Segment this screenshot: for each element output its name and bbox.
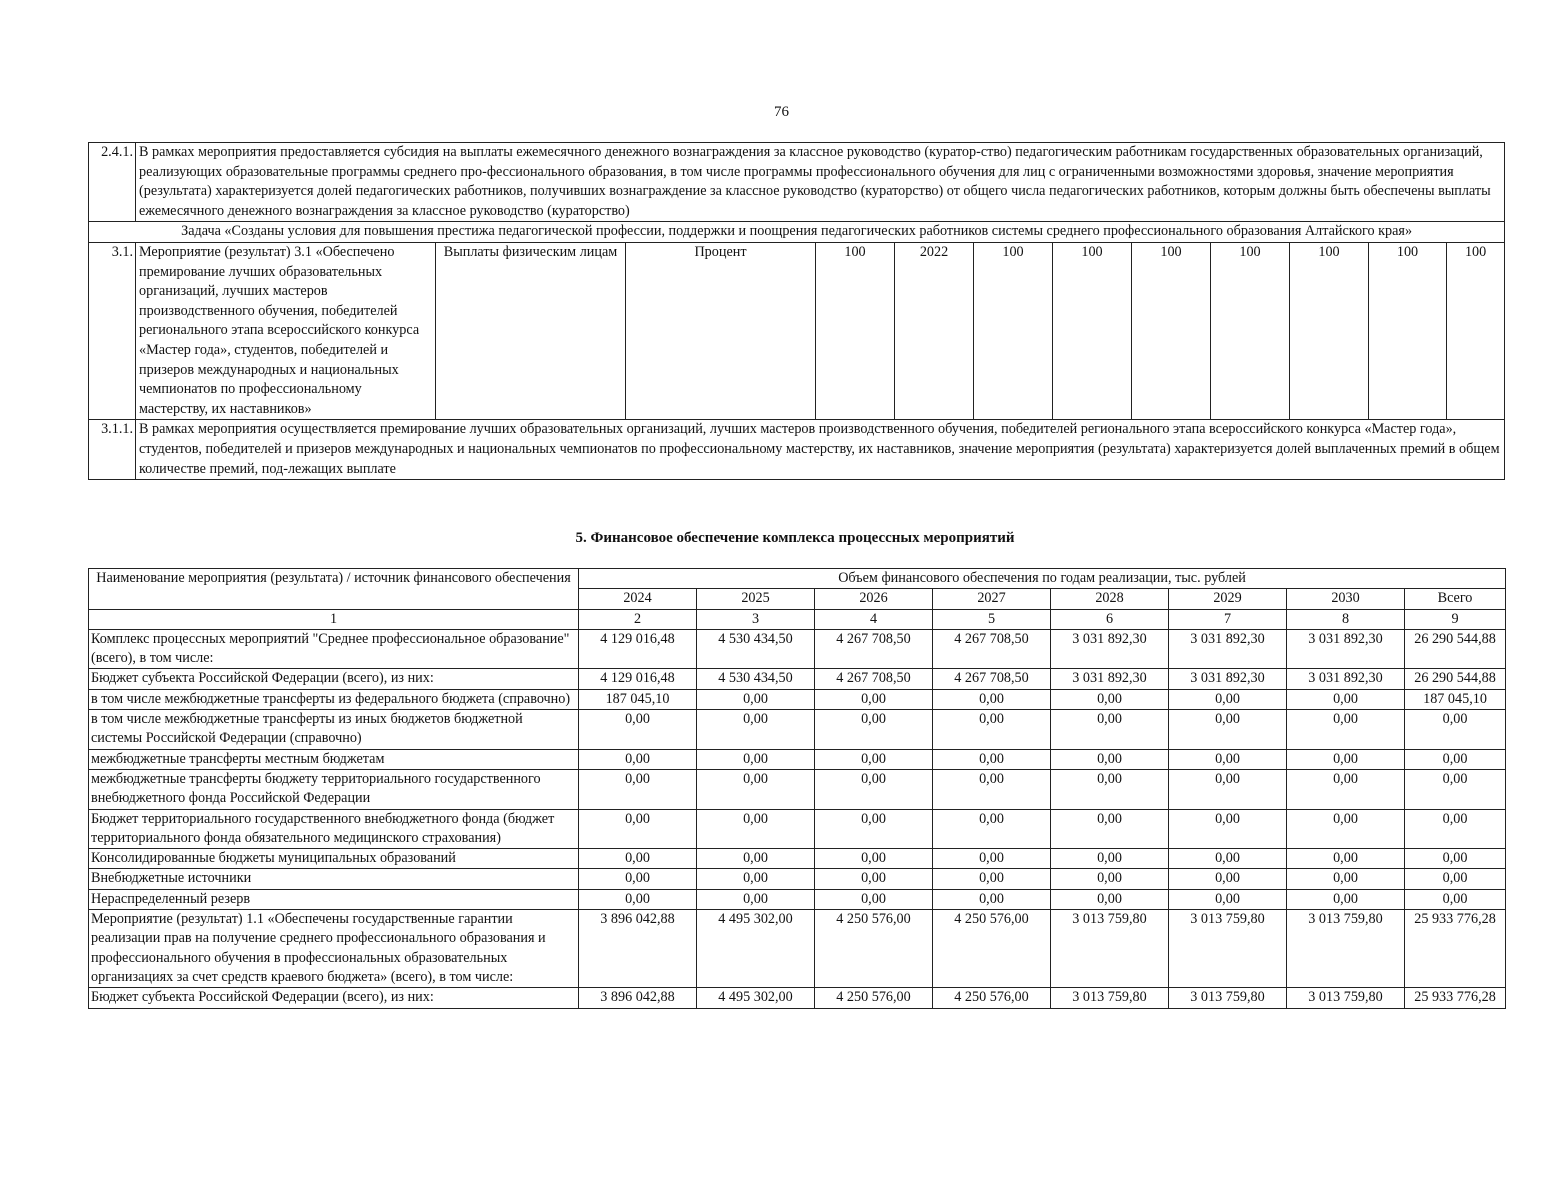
total-cell: 25 933 776,28 xyxy=(1405,910,1506,988)
amount-cell: 3 031 892,30 xyxy=(1287,669,1405,689)
amount-cell: 4 250 576,00 xyxy=(815,910,933,988)
amount-cell: 0,00 xyxy=(933,849,1051,869)
total-header: Всего xyxy=(1405,589,1506,609)
amount-cell: 3 031 892,30 xyxy=(1169,629,1287,669)
amount-cell: 0,00 xyxy=(815,869,933,889)
header-name: Наименование мероприятия (результата) / источник финансового обеспечения xyxy=(89,569,579,610)
row-name: межбюджетные трансферты местным бюджетам xyxy=(89,749,579,769)
amount-cell: 0,00 xyxy=(579,889,697,909)
amount-cell: 3 013 759,80 xyxy=(1169,910,1287,988)
amount-cell: 0,00 xyxy=(1051,869,1169,889)
amount-cell: 0,00 xyxy=(1051,889,1169,909)
row-name: Мероприятие (результат) 1.1 «Обеспечены государственные гарантии реализации прав на получение среднего профессионального образования и профессионального обучения в профессиональных образовательных организациях за счет средств краевого бюджета» (всего), в том числе: xyxy=(89,910,579,988)
column-numbers-row xyxy=(89,609,1506,629)
amount-cell: 0,00 xyxy=(1287,849,1405,869)
amount-cell: 0,00 xyxy=(1169,849,1287,869)
amount-cell: 0,00 xyxy=(1051,710,1169,750)
row-name: Нераспределенный резерв xyxy=(89,889,579,909)
year-header: 2025 xyxy=(697,589,815,609)
measure-type: Выплаты физическим лицам xyxy=(436,242,626,419)
amount-cell: 0,00 xyxy=(579,849,697,869)
amount-cell: 0,00 xyxy=(579,809,697,849)
base-year: 2022 xyxy=(895,242,974,419)
measure-name: Мероприятие (результат) 3.1 «Обеспечено премирование лучших образовательных организаций, лучших мастеров производственного обучения, победителей регионального этапа всероссийского конкурса «Мастер года», студентов, победителей и призеров международных и национальных чемпионатов по профессиональному мастерству, их наставников» xyxy=(136,242,436,419)
amount-cell: 4 129 016,48 xyxy=(579,669,697,689)
amount-cell: 0,00 xyxy=(1169,710,1287,750)
amount-cell: 0,00 xyxy=(1169,809,1287,849)
table-row xyxy=(89,988,1506,1008)
amount-cell: 0,00 xyxy=(1169,889,1287,909)
base-value: 100 xyxy=(816,242,895,419)
amount-cell: 4 530 434,50 xyxy=(697,629,815,669)
amount-cell: 0,00 xyxy=(579,710,697,750)
table-row xyxy=(89,910,1506,988)
table-row xyxy=(89,849,1506,869)
amount-cell: 4 267 708,50 xyxy=(815,629,933,669)
amount-cell: 4 129 016,48 xyxy=(579,629,697,669)
table-row xyxy=(89,242,1505,419)
amount-cell: 0,00 xyxy=(697,689,815,709)
table-row xyxy=(89,769,1506,809)
year-value: 100 xyxy=(1369,242,1447,419)
finance-table xyxy=(88,568,1506,1009)
table-row xyxy=(89,689,1506,709)
column-number: 7 xyxy=(1169,609,1287,629)
column-number: 2 xyxy=(579,609,697,629)
amount-cell: 0,00 xyxy=(1287,769,1405,809)
amount-cell: 4 530 434,50 xyxy=(697,669,815,689)
amount-cell: 0,00 xyxy=(933,749,1051,769)
amount-cell: 0,00 xyxy=(1169,689,1287,709)
total-cell: 0,00 xyxy=(1405,710,1506,750)
amount-cell: 0,00 xyxy=(1287,710,1405,750)
total-cell: 0,00 xyxy=(1405,809,1506,849)
amount-cell: 3 896 042,88 xyxy=(579,910,697,988)
column-number: 1 xyxy=(89,609,579,629)
amount-cell: 0,00 xyxy=(815,769,933,809)
year-value: 100 xyxy=(1211,242,1290,419)
amount-cell: 0,00 xyxy=(697,869,815,889)
column-number: 8 xyxy=(1287,609,1405,629)
amount-cell: 0,00 xyxy=(815,809,933,849)
amount-cell: 0,00 xyxy=(815,749,933,769)
row-description: В рамках мероприятия осуществляется премирование лучших образовательных организаций, лучших мастеров производственного обучения, победителей регионального этапа всероссийского конкурса «Мастер года», студентов, победителей и призеров международных и национальных чемпионатов по профессиональному мастерству, их наставников, значение мероприятия (результата) характеризуется долей выплаченных премий в общем количестве премий, под-лежащих выплате xyxy=(136,420,1505,480)
row-number: 3.1.1. xyxy=(89,420,136,480)
year-header: 2030 xyxy=(1287,589,1405,609)
year-header: 2029 xyxy=(1169,589,1287,609)
amount-cell: 3 031 892,30 xyxy=(1169,669,1287,689)
amount-cell: 3 013 759,80 xyxy=(1287,910,1405,988)
year-value: 100 xyxy=(974,242,1053,419)
column-number: 6 xyxy=(1051,609,1169,629)
amount-cell: 3 031 892,30 xyxy=(1287,629,1405,669)
indicators-table xyxy=(88,142,1505,480)
amount-cell: 0,00 xyxy=(1051,749,1169,769)
column-number: 5 xyxy=(933,609,1051,629)
year-value: 100 xyxy=(1447,242,1505,419)
row-name: Консолидированные бюджеты муниципальных образований xyxy=(89,849,579,869)
amount-cell: 0,00 xyxy=(815,689,933,709)
row-name: в том числе межбюджетные трансферты из федерального бюджета (справочно) xyxy=(89,689,579,709)
amount-cell: 0,00 xyxy=(1169,869,1287,889)
amount-cell: 0,00 xyxy=(1051,849,1169,869)
row-number: 2.4.1. xyxy=(89,143,136,222)
table-row xyxy=(89,629,1506,669)
amount-cell: 0,00 xyxy=(933,710,1051,750)
amount-cell: 0,00 xyxy=(579,769,697,809)
task-row xyxy=(89,222,1505,243)
amount-cell: 0,00 xyxy=(697,889,815,909)
amount-cell: 0,00 xyxy=(1287,809,1405,849)
amount-cell: 3 896 042,88 xyxy=(579,988,697,1008)
table-row xyxy=(89,889,1506,909)
amount-cell: 3 013 759,80 xyxy=(1169,988,1287,1008)
amount-cell: 3 013 759,80 xyxy=(1287,988,1405,1008)
amount-cell: 0,00 xyxy=(1287,869,1405,889)
table-row xyxy=(89,809,1506,849)
amount-cell: 0,00 xyxy=(815,889,933,909)
amount-cell: 3 013 759,80 xyxy=(1051,988,1169,1008)
row-name: Комплекс процессных мероприятий "Среднее профессиональное образование" (всего), в том числе: xyxy=(89,629,579,669)
row-description: В рамках мероприятия предоставляется субсидия на выплаты ежемесячного денежного вознаграждения за классное руководство (куратор-ство) педагогическим работникам государственных образовательных организаций, реализующих образовательные программы среднего про-фессионального образования, в том числе программы профессионального обучения для лиц с ограниченными возможностями здоровья, значение мероприятия (результата) характеризуется долей педагогических работников, получивших вознаграждение за классное руководство (кураторство) от общего числа педагогических работников, которым должны быть обеспечены выплаты ежемесячного денежного вознаграждения за классное руководство (кураторство) xyxy=(136,143,1505,222)
amount-cell: 0,00 xyxy=(933,889,1051,909)
year-value: 100 xyxy=(1132,242,1211,419)
amount-cell: 0,00 xyxy=(1287,749,1405,769)
task-title: Задача «Созданы условия для повышения престижа педагогической профессии, поддержки и поощрения педагогических работников системы среднего профессионального образования Алтайского края» xyxy=(89,222,1505,243)
table-row xyxy=(89,143,1505,222)
amount-cell: 4 267 708,50 xyxy=(933,669,1051,689)
row-number: 3.1. xyxy=(89,242,136,419)
amount-cell: 4 495 302,00 xyxy=(697,988,815,1008)
amount-cell: 0,00 xyxy=(579,869,697,889)
amount-cell: 0,00 xyxy=(933,869,1051,889)
total-cell: 187 045,10 xyxy=(1405,689,1506,709)
amount-cell: 187 045,10 xyxy=(579,689,697,709)
amount-cell: 3 031 892,30 xyxy=(1051,629,1169,669)
total-cell: 26 290 544,88 xyxy=(1405,669,1506,689)
year-header: 2028 xyxy=(1051,589,1169,609)
page-number: 76 xyxy=(774,104,789,120)
amount-cell: 0,00 xyxy=(1287,689,1405,709)
total-cell: 0,00 xyxy=(1405,769,1506,809)
year-value: 100 xyxy=(1290,242,1369,419)
total-cell: 0,00 xyxy=(1405,869,1506,889)
header-volume: Объем финансового обеспечения по годам реализации, тыс. рублей xyxy=(579,569,1506,589)
column-number: 4 xyxy=(815,609,933,629)
amount-cell: 3 013 759,80 xyxy=(1051,910,1169,988)
amount-cell: 0,00 xyxy=(1051,809,1169,849)
header-row xyxy=(89,569,1506,589)
amount-cell: 4 495 302,00 xyxy=(697,910,815,988)
amount-cell: 4 250 576,00 xyxy=(933,988,1051,1008)
table-row xyxy=(89,669,1506,689)
year-value: 100 xyxy=(1053,242,1132,419)
total-cell: 0,00 xyxy=(1405,849,1506,869)
column-number: 3 xyxy=(697,609,815,629)
year-header: 2026 xyxy=(815,589,933,609)
amount-cell: 4 267 708,50 xyxy=(933,629,1051,669)
amount-cell: 0,00 xyxy=(1287,889,1405,909)
row-name: Бюджет территориального государственного внебюджетного фонда (бюджет территориального фонда обязательного медицинского страхования) xyxy=(89,809,579,849)
row-name: межбюджетные трансферты бюджету территориального государственного внебюджетного фонда Российской Федерации xyxy=(89,769,579,809)
row-name: Внебюджетные источники xyxy=(89,869,579,889)
table-row xyxy=(89,420,1505,480)
table-row xyxy=(89,749,1506,769)
amount-cell: 0,00 xyxy=(697,849,815,869)
amount-cell: 0,00 xyxy=(697,710,815,750)
amount-cell: 4 267 708,50 xyxy=(815,669,933,689)
year-header: 2027 xyxy=(933,589,1051,609)
row-name: в том числе межбюджетные трансферты из иных бюджетов бюджетной системы Российской Федерации (справочно) xyxy=(89,710,579,750)
amount-cell: 0,00 xyxy=(697,749,815,769)
table-row xyxy=(89,710,1506,750)
row-name: Бюджет субъекта Российской Федерации (всего), из них: xyxy=(89,988,579,1008)
total-cell: 25 933 776,28 xyxy=(1405,988,1506,1008)
amount-cell: 0,00 xyxy=(1051,769,1169,809)
total-cell: 0,00 xyxy=(1405,749,1506,769)
amount-cell: 0,00 xyxy=(697,809,815,849)
year-header: 2024 xyxy=(579,589,697,609)
amount-cell: 4 250 576,00 xyxy=(933,910,1051,988)
amount-cell: 0,00 xyxy=(933,809,1051,849)
finance-body xyxy=(89,629,1506,1008)
row-name: Бюджет субъекта Российской Федерации (всего), из них: xyxy=(89,669,579,689)
section-title: 5. Финансовое обеспечение комплекса процессных мероприятий xyxy=(575,530,1015,546)
amount-cell: 0,00 xyxy=(815,710,933,750)
amount-cell: 0,00 xyxy=(697,769,815,809)
amount-cell: 4 250 576,00 xyxy=(815,988,933,1008)
amount-cell: 0,00 xyxy=(1169,769,1287,809)
amount-cell: 0,00 xyxy=(579,749,697,769)
table-row xyxy=(89,869,1506,889)
total-cell: 26 290 544,88 xyxy=(1405,629,1506,669)
total-cell: 0,00 xyxy=(1405,889,1506,909)
amount-cell: 0,00 xyxy=(1051,689,1169,709)
amount-cell: 0,00 xyxy=(1169,749,1287,769)
amount-cell: 0,00 xyxy=(933,689,1051,709)
amount-cell: 3 031 892,30 xyxy=(1051,669,1169,689)
column-number: 9 xyxy=(1405,609,1506,629)
amount-cell: 0,00 xyxy=(815,849,933,869)
measure-unit: Процент xyxy=(626,242,816,419)
amount-cell: 0,00 xyxy=(933,769,1051,809)
